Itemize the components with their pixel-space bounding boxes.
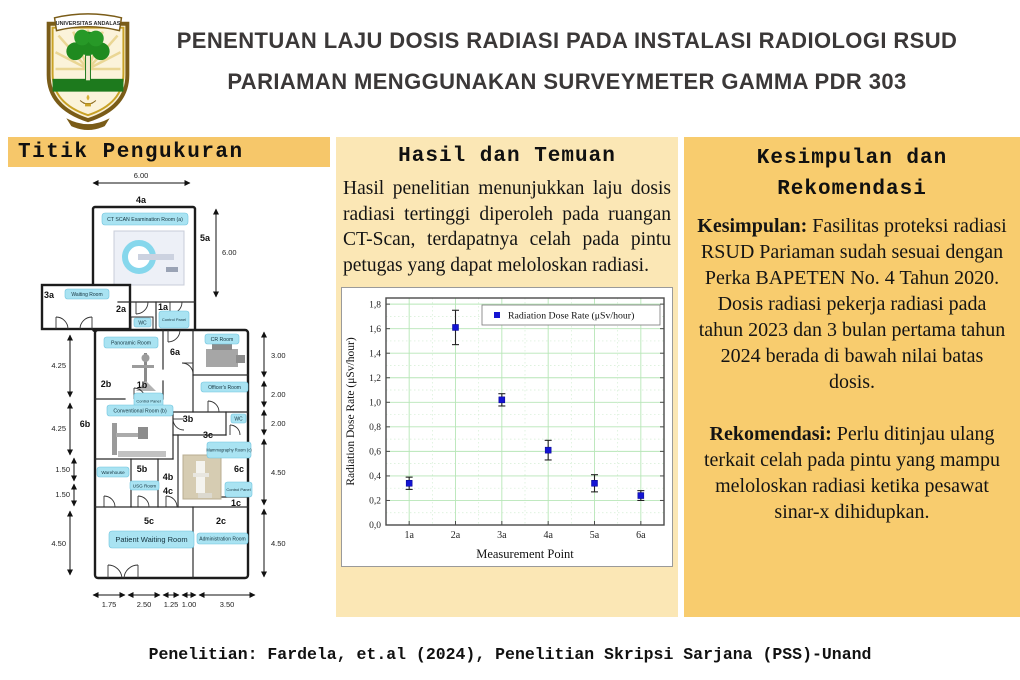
- svg-text:0,6: 0,6: [369, 447, 381, 458]
- room-label-cr: CR Room: [210, 337, 234, 343]
- chart-panel: [341, 287, 673, 567]
- room-label-control-a: Control Panel: [161, 317, 187, 322]
- point-label-3c: 3c: [202, 430, 214, 440]
- point-label-6a: 6a: [169, 347, 181, 357]
- kesimpulan-paragraph: [696, 213, 1008, 395]
- dim-label: 2.00: [271, 419, 286, 428]
- rekomendasi-label: Rekomendasi:: [709, 423, 832, 445]
- point-label-2a: 2a: [115, 304, 127, 314]
- svg-text:3a: 3a: [497, 529, 507, 541]
- titik-pengukuran-panel: [8, 137, 330, 617]
- svg-text:0,4: 0,4: [369, 472, 381, 483]
- room-label-warehouse: Warehouse: [101, 469, 125, 475]
- point-label-4a: 4a: [135, 195, 147, 205]
- svg-text:2a: 2a: [450, 529, 461, 541]
- room-label-ct: CT SCAN Examination Room (a): [107, 217, 183, 223]
- svg-text:0,8: 0,8: [369, 422, 381, 433]
- point-label-5c: 5c: [143, 516, 155, 526]
- svg-text:1,4: 1,4: [369, 349, 381, 360]
- room-label-conventional: Conventional Room (b): [113, 408, 167, 415]
- ct-scanner-image: [114, 231, 184, 285]
- dim-label: 1.25: [163, 600, 179, 609]
- dim-label: 4.50: [271, 468, 286, 477]
- rekomendasi-text: Perlu ditinjau ulang terkait celah pada pintu yang mampu meloloskan radiasi ketika pesawat sinar-x dihidupkan.: [703, 423, 1000, 523]
- title-line-1: PENENTUAN LAJU DOSIS RADIASI PADA INSTALASI RADIOLOGI RSUD: [176, 28, 958, 53]
- logo-banner-text: UNIVERSITAS ANDALAS: [55, 21, 121, 28]
- title-line-2: PARIAMAN MENGGUNAKAN SURVEYMETER GAMMA PDR 303: [227, 69, 907, 94]
- point-label-3b: 3b: [182, 414, 194, 424]
- point-label-1c: 1c: [230, 498, 242, 508]
- dim-label: 4.25: [51, 424, 66, 433]
- svg-text:1a: 1a: [404, 529, 414, 541]
- point-label-4c: 4c: [162, 486, 174, 496]
- room-label-wc-b: WC: [234, 416, 243, 423]
- point-label-2b: 2b: [100, 379, 112, 389]
- footer: [0, 628, 1020, 680]
- kesimpulan-title-line2: Rekomendasi: [777, 178, 927, 201]
- svg-text:Measurement Point: Measurement Point: [476, 546, 574, 561]
- room-label-control-c: Control Panel: [226, 487, 251, 492]
- room-label-officers: Officer's Room: [208, 385, 241, 391]
- footer-citation: Penelitian: Fardela, et.al (2024), Penelitian Skripsi Sarjana (PSS)-Unand: [148, 644, 872, 664]
- svg-text:1,6: 1,6: [369, 324, 381, 335]
- rekomendasi-paragraph: [696, 421, 1008, 525]
- dim-label: 3.00: [271, 351, 286, 360]
- kesimpulan-body: [696, 213, 1008, 525]
- room-label-patient-waiting: Patient Waiting Room: [115, 535, 188, 544]
- svg-text:5a: 5a: [589, 529, 600, 541]
- hasil-temuan-panel: [336, 137, 678, 617]
- svg-text:Radiation Dose Rate (μSv/hour): Radiation Dose Rate (μSv/hour): [345, 337, 357, 486]
- svg-text:0,2: 0,2: [369, 496, 381, 507]
- header: [0, 0, 1020, 128]
- svg-text:1,0: 1,0: [369, 398, 381, 409]
- point-label-3a: 3a: [43, 290, 55, 300]
- content-columns: [8, 137, 1020, 617]
- point-label-5b: 5b: [136, 464, 148, 474]
- room-label-wc-a: WC: [138, 320, 147, 327]
- dim-label: 1.50: [55, 490, 70, 499]
- dim-label: 1.75: [101, 600, 117, 609]
- kesimpulan-label: Kesimpulan:: [697, 215, 808, 237]
- room-label-panoramic: Panoramic Room: [110, 340, 152, 347]
- kesimpulan-text: Fasilitas proteksi radiasi RSUD Pariaman sudah sesuai dengan Perka BAPETEN No. 4 Tahun 2020. Dosis radiasi pekerja radiasi pada tahun 2023 dan 3 bulan pertama tahun 2024 berada di bawah nilai batas dosis.: [698, 215, 1007, 393]
- dim-label: 3.50: [219, 600, 235, 609]
- mammography-image: [183, 455, 221, 499]
- room-label-waiting: Waiting Room: [71, 292, 103, 298]
- titik-pengukuran-title: Titik Pengukuran: [18, 140, 244, 164]
- poster-title: [138, 8, 996, 95]
- point-label-4b: 4b: [162, 472, 174, 482]
- point-label-2c: 2c: [215, 516, 227, 526]
- dim-label: 6.00: [222, 248, 237, 257]
- dim-label: 4.25: [51, 361, 66, 370]
- floorplan-diagram: [8, 167, 330, 617]
- point-label-6c: 6c: [233, 464, 245, 474]
- svg-text:1,8: 1,8: [369, 300, 381, 311]
- room-label-usg: USG Room: [132, 483, 157, 489]
- point-label-1b: 1b: [136, 380, 148, 390]
- svg-text:1,2: 1,2: [369, 373, 381, 384]
- dim-label: 4.50: [271, 539, 286, 548]
- dim-label: 2.00: [271, 390, 286, 399]
- point-label-1a: 1a: [157, 302, 169, 312]
- dim-label: 1.50: [55, 465, 70, 474]
- room-label-control-b: Control Panel: [136, 398, 161, 404]
- universitas-andalas-logo: [38, 8, 138, 130]
- dose-rate-chart: [342, 289, 672, 565]
- room-label-administration: Administration Room: [199, 536, 246, 543]
- svg-text:6a: 6a: [636, 529, 646, 541]
- dim-label: 1.00: [181, 600, 197, 609]
- room-label-mammography: Mammography Room (c): [206, 447, 252, 453]
- kesimpulan-rekomendasi-panel: [684, 137, 1020, 617]
- hasil-temuan-body: Hasil penelitian menunjukkan laju dosis radiasi tertinggi diperoleh pada ruangan CT-Scan, terdapatnya celah pada pintu petugas yang dapat meloloskan radiasi.: [343, 178, 671, 277]
- svg-text:0,0: 0,0: [369, 521, 381, 532]
- svg-text:4a: 4a: [543, 529, 553, 541]
- kesimpulan-title-line1: Kesimpulan dan: [756, 147, 948, 170]
- point-label-6b: 6b: [79, 419, 91, 429]
- point-label-5a: 5a: [199, 233, 211, 243]
- titik-pengukuran-header: [8, 137, 330, 167]
- dim-label: 6.00: [133, 171, 149, 180]
- hasil-temuan-title: Hasil dan Temuan: [398, 145, 616, 168]
- dim-label: 4.50: [51, 539, 66, 548]
- svg-text:Radiation Dose Rate (μSv/hour): Radiation Dose Rate (μSv/hour): [508, 310, 635, 322]
- dim-label: 2.50: [136, 600, 152, 609]
